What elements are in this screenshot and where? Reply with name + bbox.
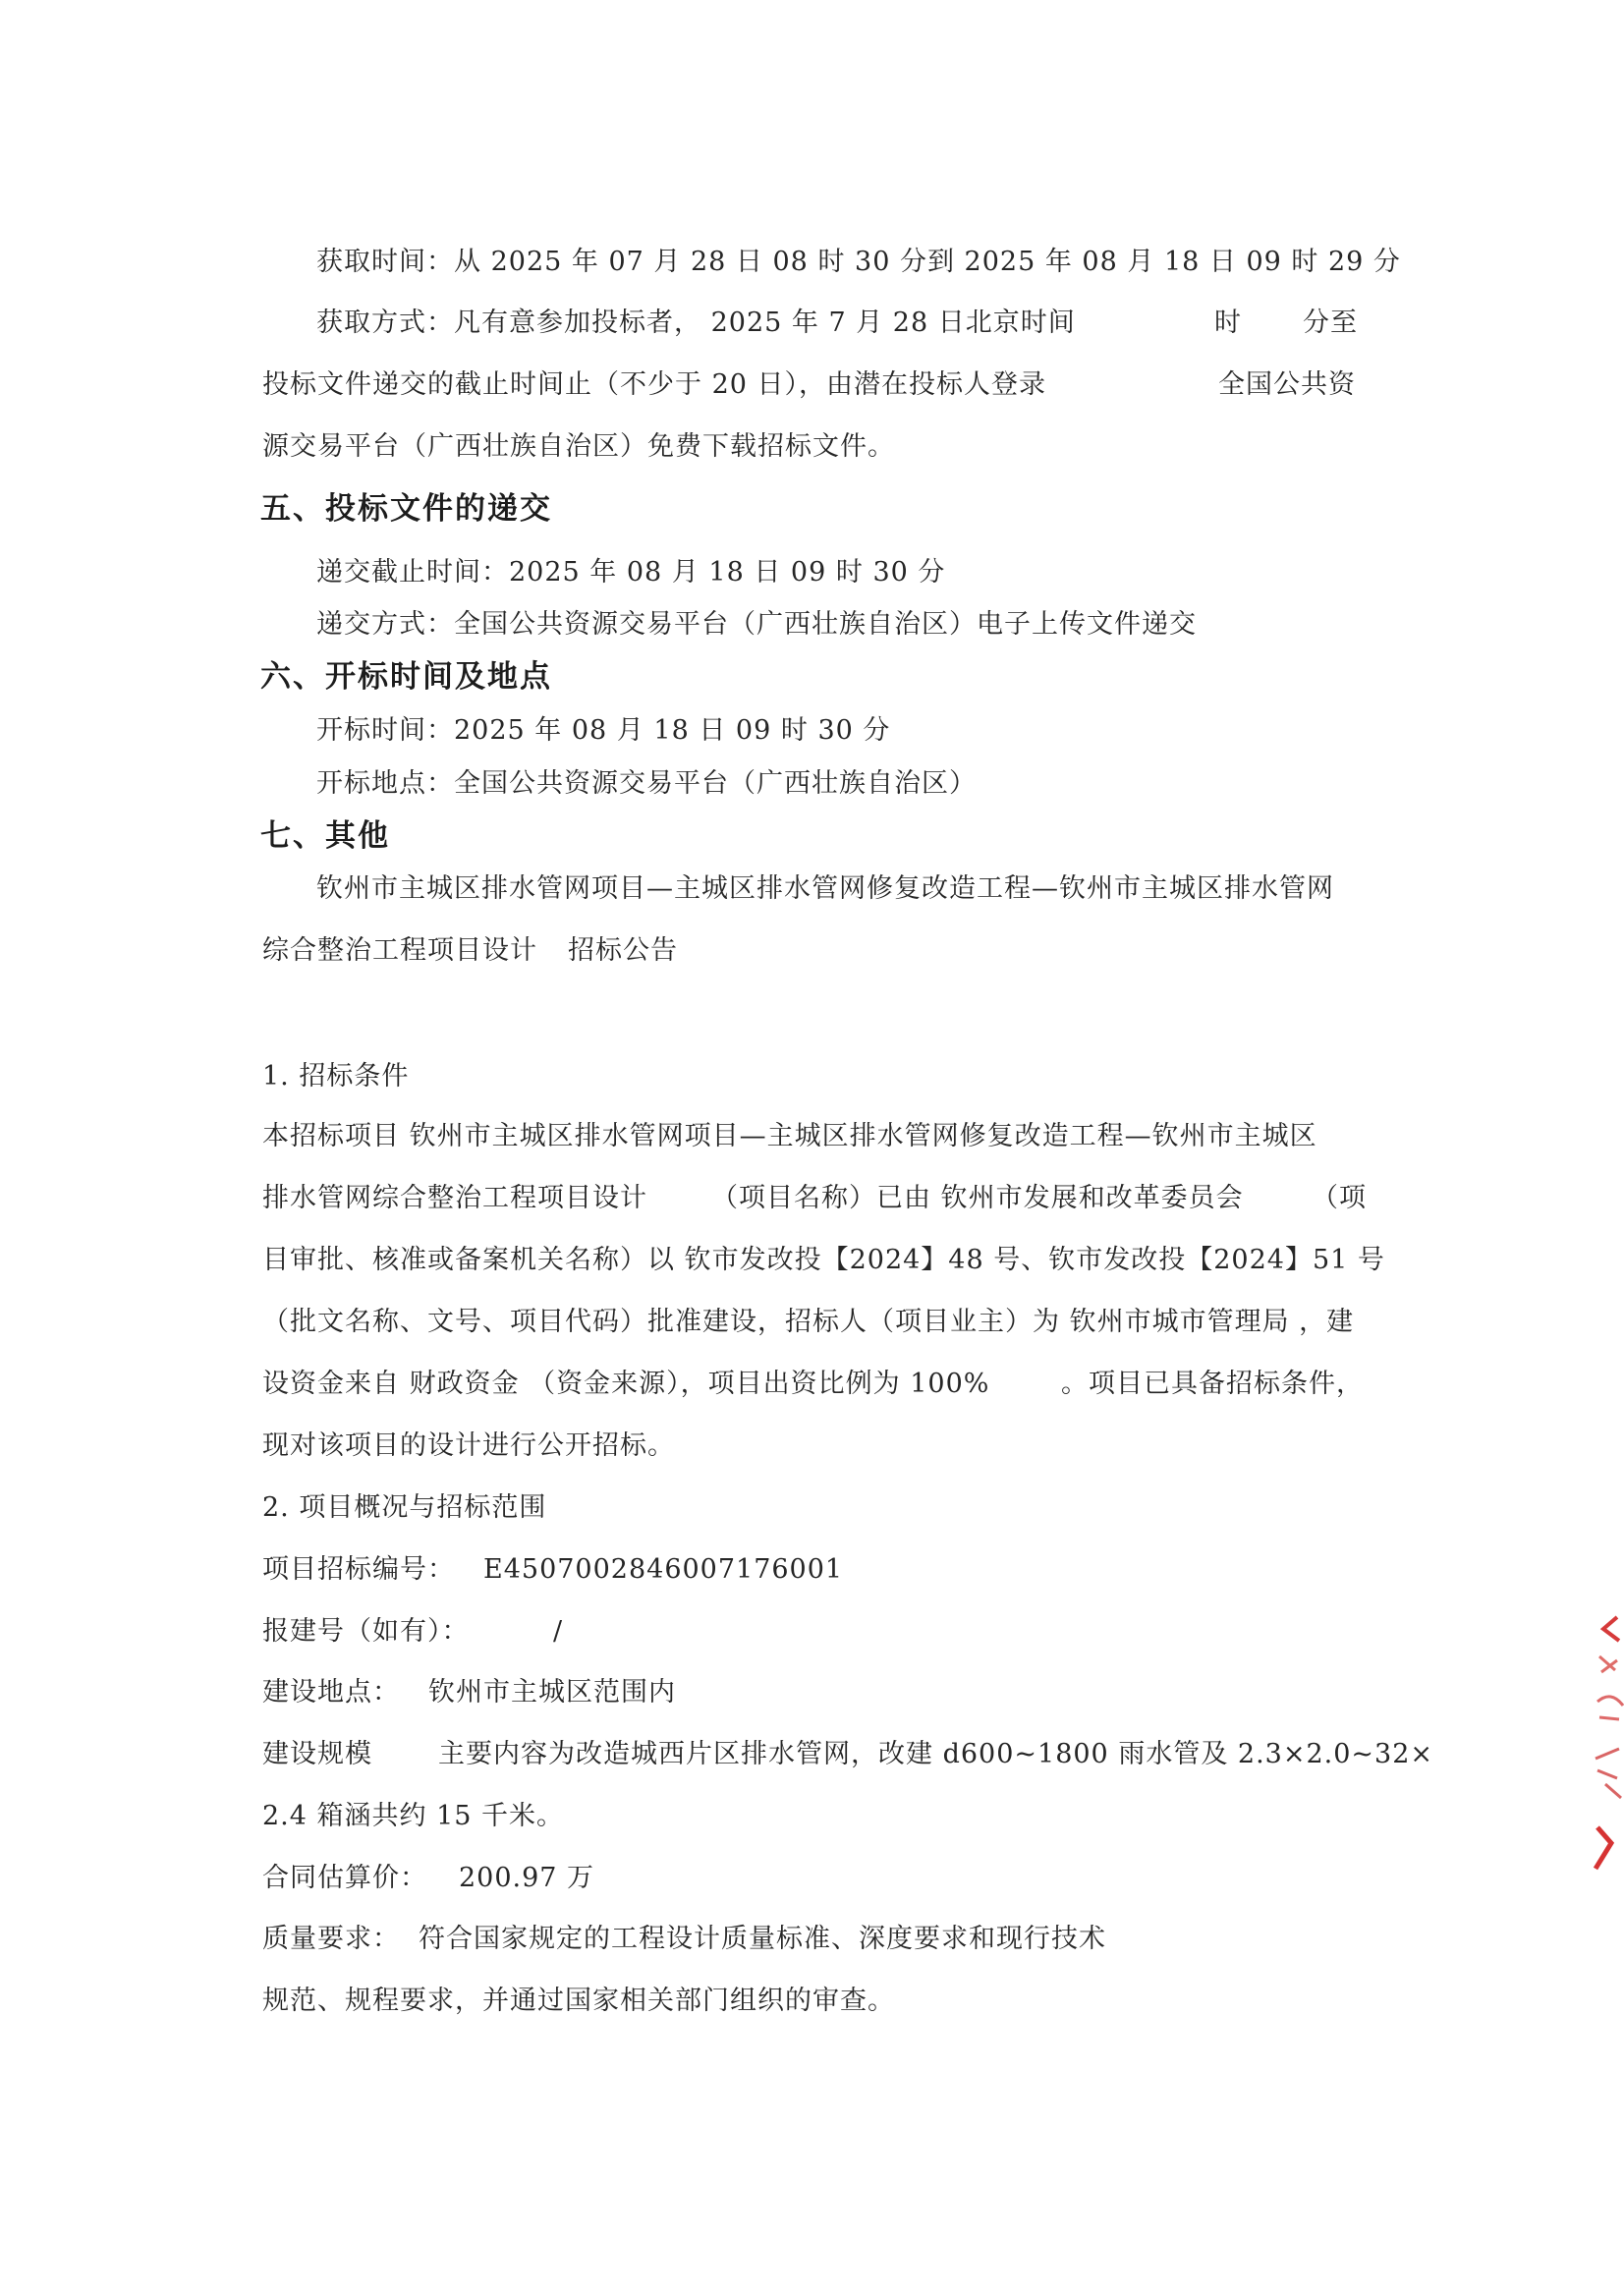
- acquire-method-hour: 时: [1214, 308, 1242, 338]
- acquire-method-line: 获取方式：凡有意参加投标者， 2025 年 7 月 28 日北京时间: [316, 308, 1076, 338]
- submit-method: 递交方式：全国公共资源交易平台（广西壮族自治区）电子上传文件递交: [316, 609, 1197, 640]
- quality-label: 质量要求：: [262, 1924, 400, 1954]
- tender-condition-line-2c: （项: [1312, 1183, 1367, 1213]
- section-7-heading: 七、其他: [260, 818, 390, 854]
- opening-time: 开标时间：2025 年 08 月 18 日 09 时 30 分: [316, 715, 891, 746]
- tender-code-label: 项目招标编号：: [262, 1554, 455, 1585]
- report-number-value: /: [553, 1616, 564, 1647]
- other-line-2a: 综合整治工程项目设计: [262, 935, 537, 966]
- section-5-heading: 五、投标文件的递交: [260, 491, 552, 527]
- tender-condition-line-6: 现对该项目的设计进行公开招标。: [262, 1430, 675, 1461]
- site-value: 钦州市主城区范围内: [428, 1677, 676, 1708]
- acquire-method-minute: 分至: [1303, 308, 1358, 338]
- scale-value-continued: 2.4 箱涵共约 15 千米。: [262, 1801, 565, 1831]
- acquire-time-line: 获取时间：从 2025 年 07 月 28 日 08 时 30 分到 2025 年 08 月 18 日 09 时 29 分: [316, 247, 1401, 277]
- quality-value-continued: 规范、规程要求，并通过国家相关部门组织的审查。: [262, 1986, 895, 2016]
- tender-condition-line-3: 目审批、核准或备案机关名称）以 钦市发改投【2024】48 号、钦市发改投【2024】51 号: [262, 1245, 1385, 1275]
- section-1-title: 1. 招标条件: [262, 1061, 410, 1092]
- tender-condition-line-1: 本招标项目 钦州市主城区排水管网项目—主城区排水管网修复改造工程—钦州市主城区: [262, 1121, 1317, 1151]
- opening-place: 开标地点：全国公共资源交易平台（广西壮族自治区）: [316, 768, 977, 799]
- price-label: 合同估算价：: [262, 1863, 427, 1893]
- site-label: 建设地点：: [262, 1677, 400, 1708]
- scale-value: 主要内容为改造城西片区排水管网，改建 d600~1800 雨水管及 2.3×2.0~32×: [438, 1739, 1434, 1769]
- tender-condition-line-2a: 排水管网综合整治工程项目设计: [262, 1183, 647, 1213]
- tender-condition-line-5a: 设资金来自 财政资金 （资金来源），项目出资比例为 100%: [262, 1369, 990, 1399]
- acquire-method-line-3: 源交易平台（广西壮族自治区）免费下载招标文件。: [262, 431, 895, 462]
- section-6-heading: 六、开标时间及地点: [260, 659, 552, 695]
- scale-label: 建设规模: [262, 1739, 372, 1769]
- tender-condition-line-4: （批文名称、文号、项目代码）批准建设，招标人（项目业主）为 钦州市城市管理局 ，建: [262, 1307, 1355, 1337]
- quality-value: 符合国家规定的工程设计质量标准、深度要求和现行技术: [419, 1924, 1106, 1954]
- acquire-method-line-2: 投标文件递交的截止时间止（不少于 20 日），由潜在投标人登录: [262, 369, 1047, 400]
- tender-condition-line-5b: 。项目已具备招标条件，: [1061, 1369, 1364, 1399]
- tender-condition-line-2b: （项目名称）已由 钦州市发展和改革委员会: [711, 1183, 1244, 1213]
- acquire-method-line-2-tail: 全国公共资: [1218, 369, 1356, 400]
- other-line-2b: 招标公告: [568, 935, 678, 966]
- other-line-1: 钦州市主城区排水管网项目—主城区排水管网修复改造工程—钦州市主城区排水管网: [316, 873, 1334, 904]
- price-value: 200.97 万: [459, 1863, 595, 1893]
- tender-code-value: E4507002846007176001: [483, 1554, 844, 1585]
- section-2-title: 2. 项目概况与招标范围: [262, 1492, 547, 1523]
- submit-deadline: 递交截止时间：2025 年 08 月 18 日 09 时 30 分: [316, 557, 946, 588]
- report-number-label: 报建号（如有）：: [262, 1616, 470, 1647]
- seal-stamp-fragment: [1590, 1611, 1624, 1876]
